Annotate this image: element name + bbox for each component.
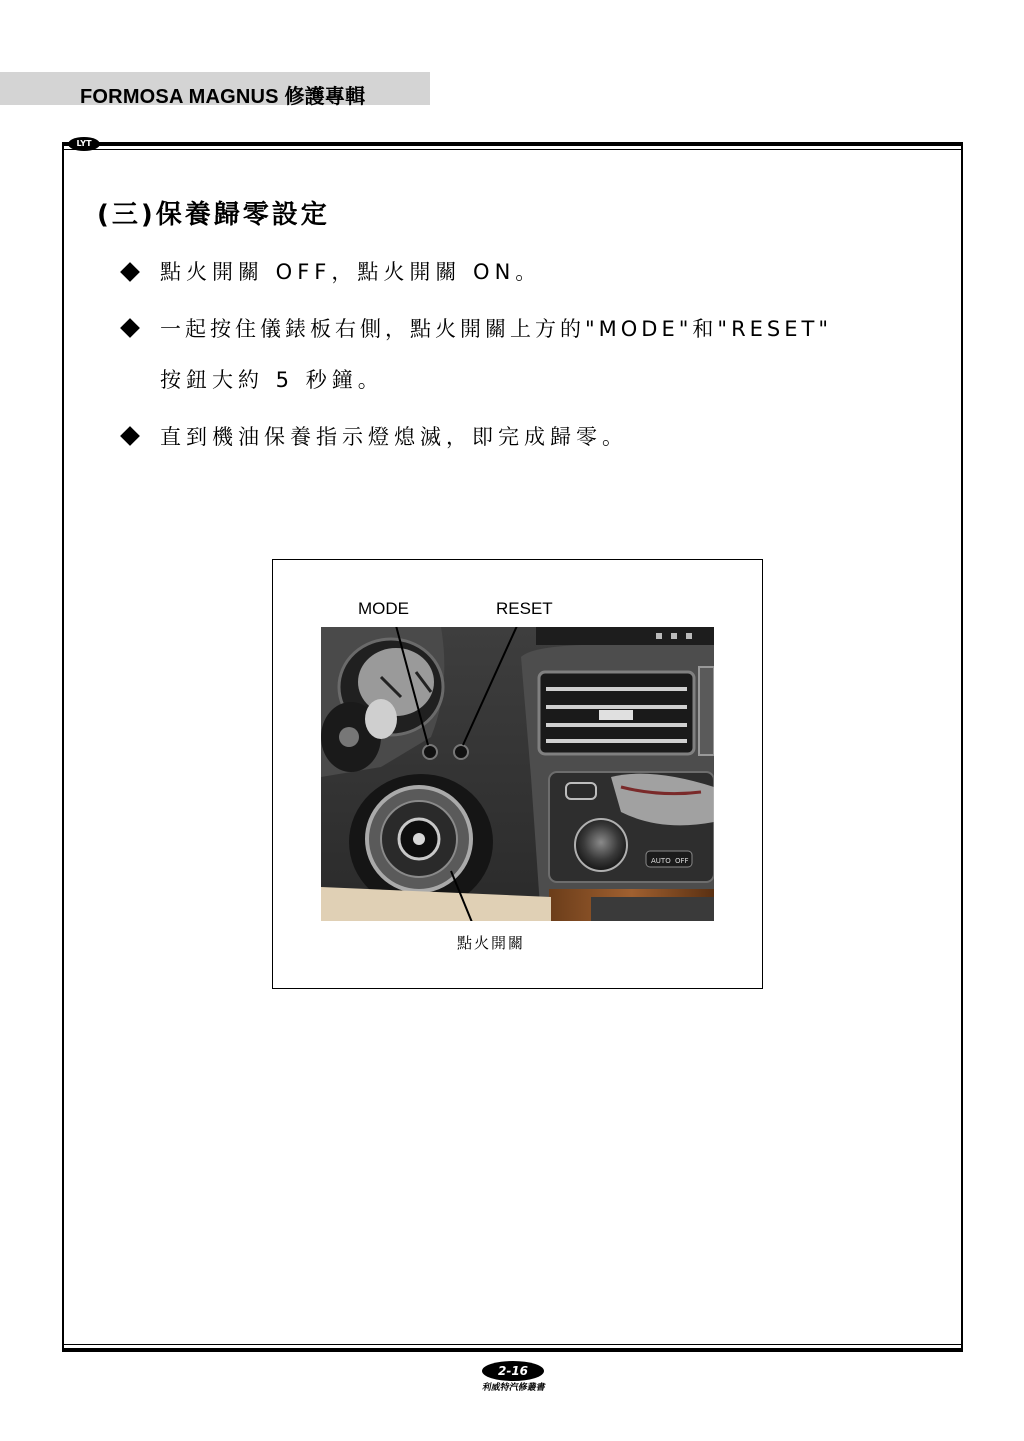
frame-right: [961, 142, 963, 1350]
step-3-text: 直到機油保養指示燈熄滅，即完成歸零。: [160, 425, 628, 449]
step-1-text: 點火開關 OFF，點火開關 ON。: [160, 260, 542, 284]
header-title: FORMOSA MAGNUS 修護專輯: [80, 86, 366, 108]
publisher-name: 利威特汽修叢書: [481, 1383, 547, 1393]
reset-label: RESET: [496, 599, 553, 618]
publisher-logo: LYT: [68, 137, 100, 151]
step-2-text: 一起按住儀錶板右側，點火開關上方的"MODE"和"RESET": [160, 317, 833, 341]
step-2-text-cont: 按鈕大約 5 秒鐘。: [160, 368, 384, 392]
section-title: (三)保養歸零設定: [97, 200, 330, 230]
diamond-bullet-icon: [120, 426, 140, 446]
bottom-rule: [62, 1348, 963, 1352]
dashboard-photo: [321, 627, 714, 921]
off-button-text: OFF: [675, 857, 689, 865]
diamond-bullet-icon: [120, 318, 140, 338]
top-rule-thin: [62, 149, 963, 150]
diamond-bullet-icon: [120, 262, 140, 282]
mode-label: MODE: [358, 599, 409, 618]
top-rule: [62, 142, 963, 146]
page-number-badge: 2-16: [482, 1361, 544, 1381]
bottom-rule-thin: [62, 1344, 963, 1345]
figure-caption: 點火開關: [457, 934, 526, 952]
frame-left: [62, 142, 64, 1350]
auto-button-text: AUTO: [651, 857, 671, 865]
